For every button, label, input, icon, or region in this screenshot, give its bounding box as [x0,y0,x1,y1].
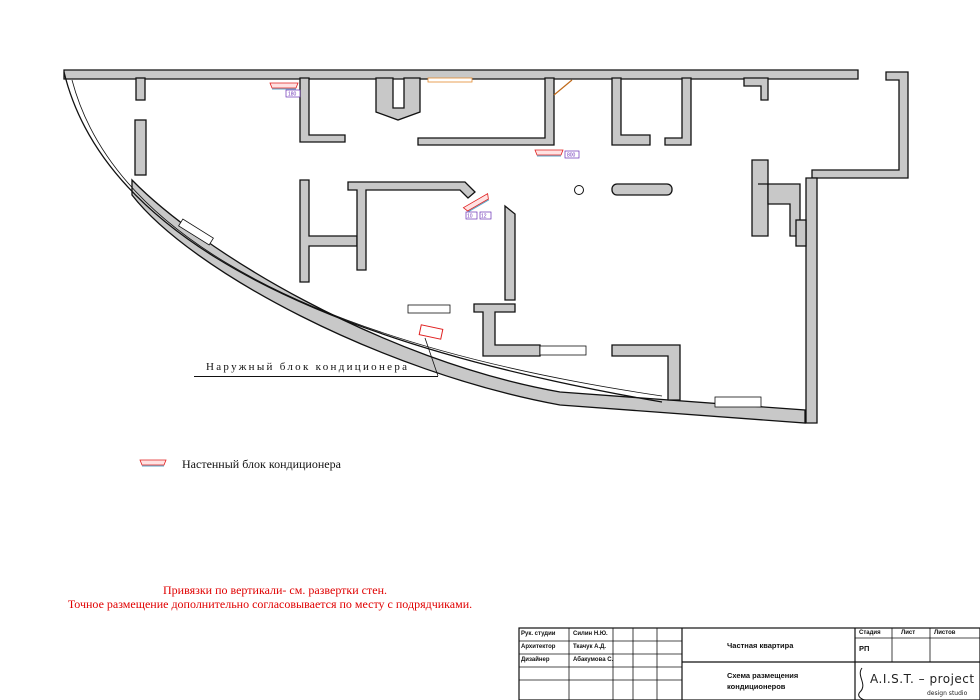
ac-unit-2 [535,150,579,159]
tb-sheet-title-1: Схема размещения [727,671,799,680]
tb-name-3: Абакумова С. [573,657,614,663]
tb-stage-value: РП [859,644,870,653]
outdoor-unit-label: Наружный блок кондиционера [206,361,410,373]
wall-mid-left [300,180,357,282]
kitchen-island [612,184,672,195]
wall-upper-room-6 [744,78,768,100]
outdoor-label-underline [194,376,438,377]
wall-lower-left [474,304,540,356]
tb-sheets-header: Листов [934,630,956,636]
tb-name-2: Ткачук А.Д. [573,644,607,650]
window-2 [715,397,761,407]
note-line-1: Привязки по вертикали- см. развертки стен. [162,583,387,597]
outdoor-unit [419,325,443,339]
wall-right-column [752,160,768,236]
legend-label: Настенный блок кондиционера [182,457,341,471]
wall-upper-room-4 [612,78,650,145]
ac-unit-1 [270,83,300,98]
glazing-3 [428,78,472,82]
dim-tag-4: 12 [481,213,487,220]
wall-upper-room-1 [300,78,345,142]
tb-project: Частная квартира [727,641,794,650]
tb-role-3: Дизайнер [521,657,550,663]
glazing-2 [540,346,586,355]
tb-stage-header: Стадия [859,630,881,636]
wall-lower-right [612,345,680,400]
door-diagonal [554,80,572,95]
column-left-2 [135,120,146,175]
wall-right-lower [806,178,817,423]
wall-upper-room-3 [418,78,554,145]
legend-ac-symbol [140,460,166,466]
wall-upper-room-2 [376,78,420,120]
dim-tag-1: 180 [288,91,297,98]
studio-subtitle: design studio [927,690,968,697]
ac-unit-3-tags [466,212,491,220]
glazing-1 [408,305,450,313]
column-left-1 [136,78,145,100]
wall-right-upper [812,72,908,178]
dim-tag-3: 10 [467,213,473,220]
wall-mid-right [505,206,515,300]
dim-tag-2: 800 [567,152,576,159]
studio-name: A.I.S.T. – project [870,672,975,686]
wall-upper-room-5 [665,78,691,145]
tb-role-1: Рук. студии [521,631,556,637]
tb-name-1: Силин Н.Ю. [573,631,608,637]
note-line-2: Точное размещение дополнительно согласовывается по месту с подрядчиками. [67,597,473,611]
title-block [519,628,980,700]
tb-sheet-header: Лист [901,630,916,636]
wall-mid-room [348,182,475,270]
column-right [796,220,806,246]
column-round [575,186,584,195]
tb-sheet-title-2: кондиционеров [727,682,786,691]
tb-role-2: Архитектор [521,644,556,650]
